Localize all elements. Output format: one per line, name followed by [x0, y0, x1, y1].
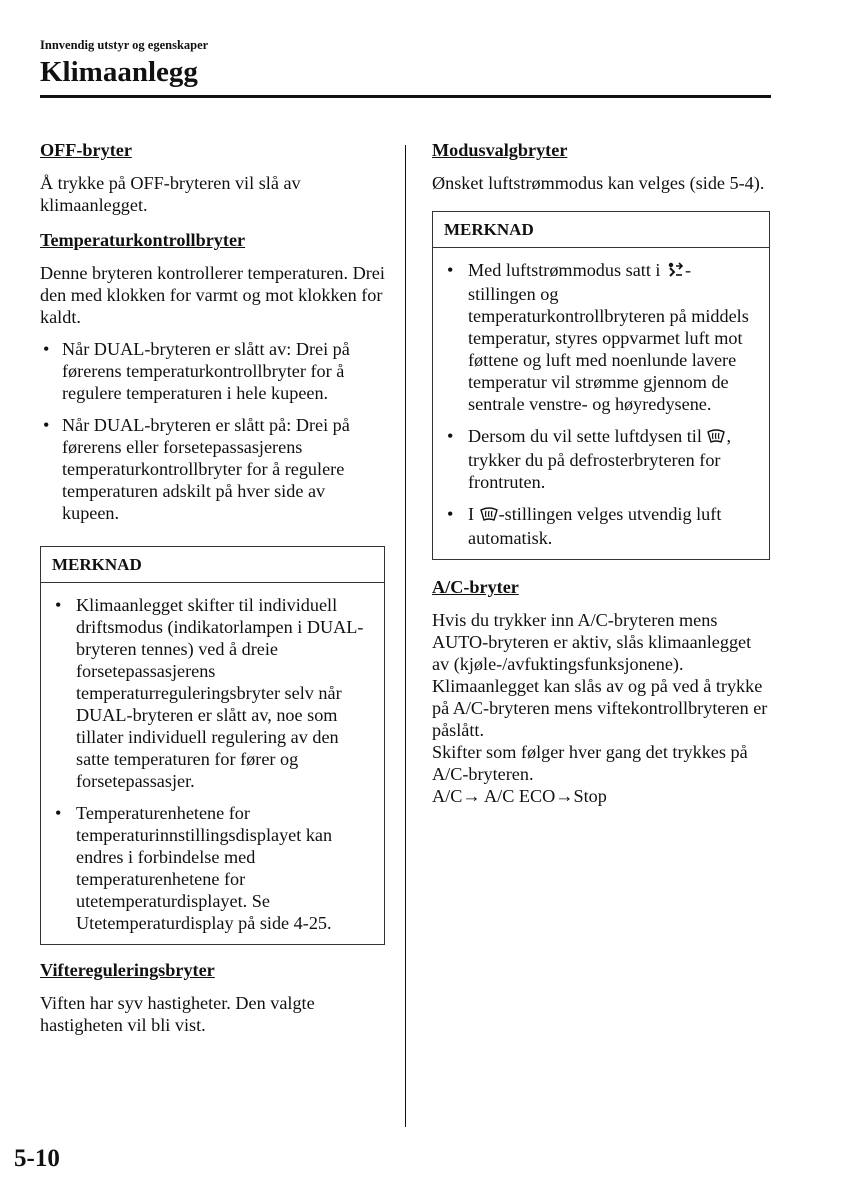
left-column: [40, 139, 385, 1036]
note-box: [432, 211, 770, 560]
temperature-switch-text: Denne bryteren kontrollerer temperaturen. Drei den med klokken for varmt og mot klokken for kaldt.: [40, 263, 385, 327]
page-number: 5-10: [14, 1145, 60, 1172]
ac-switch-heading: A/C-bryter: [432, 577, 519, 597]
list-item: • Temperaturenhetene for temperaturinnstillingsdisplayet kan endres i forbindelse med temperaturenhetene for utetemperaturdisplayet. Se Utetemperaturdisplay på side 4-25.: [55, 803, 333, 933]
mode-switch-heading: Modusvalgbryter: [432, 140, 568, 160]
off-switch-text: Å trykke på OFF-bryteren vil slå av klimaanlegget.: [40, 173, 301, 215]
off-switch-heading: OFF-bryter: [40, 140, 132, 160]
bullet-icon: •: [447, 426, 454, 446]
fan-switch-text: Viften har syv hastigheter. Den valgte hastigheten vil bli vist.: [40, 993, 315, 1035]
list-item: • Dersom du vil sette luftdysen til , trykker du på defrosterbryteren for frontruten.: [447, 426, 731, 492]
windshield-defroster-icon: [706, 430, 726, 446]
bullet-icon: •: [43, 415, 50, 435]
temperature-bullet-list: [40, 338, 385, 524]
note-bullet-list: [444, 259, 758, 549]
ac-mode-sequence: A/C→ A/C ECO→Stop: [432, 786, 607, 806]
list-item: • Med luftstrømmodus satt i -stillingen og temperaturkontrollbryteren på middels temperatur, styres oppvarmet luft mot føttene og luft med noenlunde lavere temperatur vil strømme gjennom de sentrale venstre- og høyredysene.: [447, 260, 749, 414]
bullet-icon: •: [43, 339, 50, 359]
bullet-icon: •: [447, 260, 454, 280]
title-rule: [40, 95, 771, 98]
bullet-icon: •: [55, 595, 62, 615]
ac-switch-text-1: Hvis du trykker inn A/C-bryteren mens AUTO-bryteren er aktiv, slås klimaanlegget av (kjøle-/avfuktingsfunksjonene).: [432, 610, 752, 674]
right-column: [432, 139, 770, 807]
note-bullet-list: [52, 594, 373, 934]
foot-face-airflow-icon: [665, 264, 685, 280]
bullet-icon: •: [55, 803, 62, 823]
section-label: Innvendig utstyr og egenskaper: [40, 38, 209, 52]
column-divider: [405, 145, 406, 1127]
mode-switch-text: Ønsket luftstrømmodus kan velges (side 5-4).: [432, 173, 765, 193]
list-item: • I -stillingen velges utvendig luft automatisk.: [447, 504, 722, 548]
list-item: • Når DUAL-bryteren er slått på: Drei på førerens eller forsetepassasjerens temperaturkontrollbryter for å regulere temperaturen adskilt på hver side av kupeen.: [43, 415, 350, 523]
windshield-defroster-icon: [479, 508, 499, 524]
temperature-switch-heading: Temperaturkontrollbryter: [40, 230, 246, 250]
note-box: [40, 546, 385, 945]
bullet-icon: •: [447, 504, 454, 524]
note-heading: MERKNAD: [41, 547, 384, 583]
list-item: • Klimaanlegget skifter til individuell driftsmodus (indikatorlampen i DUAL-bryteren tennes) ved å dreie forsetepassasjerens temperaturreguleringsbryter selv når DUAL-bryteren er slått av, noe som tillater individuell regulering av den satte temperaturen for fører og forsetepassasjer.: [55, 595, 364, 791]
page-title: Klimaanlegg: [40, 56, 198, 88]
ac-switch-text-2: Klimaanlegget kan slås av og på ved å trykke på A/C-bryteren mens viftekontrollbryteren er påslått.: [432, 676, 768, 740]
fan-switch-heading: Viftereguleringsbryter: [40, 960, 215, 980]
ac-switch-text-3: Skifter som følger hver gang det trykkes på A/C-bryteren.: [432, 742, 748, 784]
list-item: • Når DUAL-bryteren er slått av: Drei på førerens temperaturkontrollbryter for å regulere temperaturen i hele kupeen.: [43, 339, 350, 403]
note-heading: MERKNAD: [433, 212, 769, 248]
